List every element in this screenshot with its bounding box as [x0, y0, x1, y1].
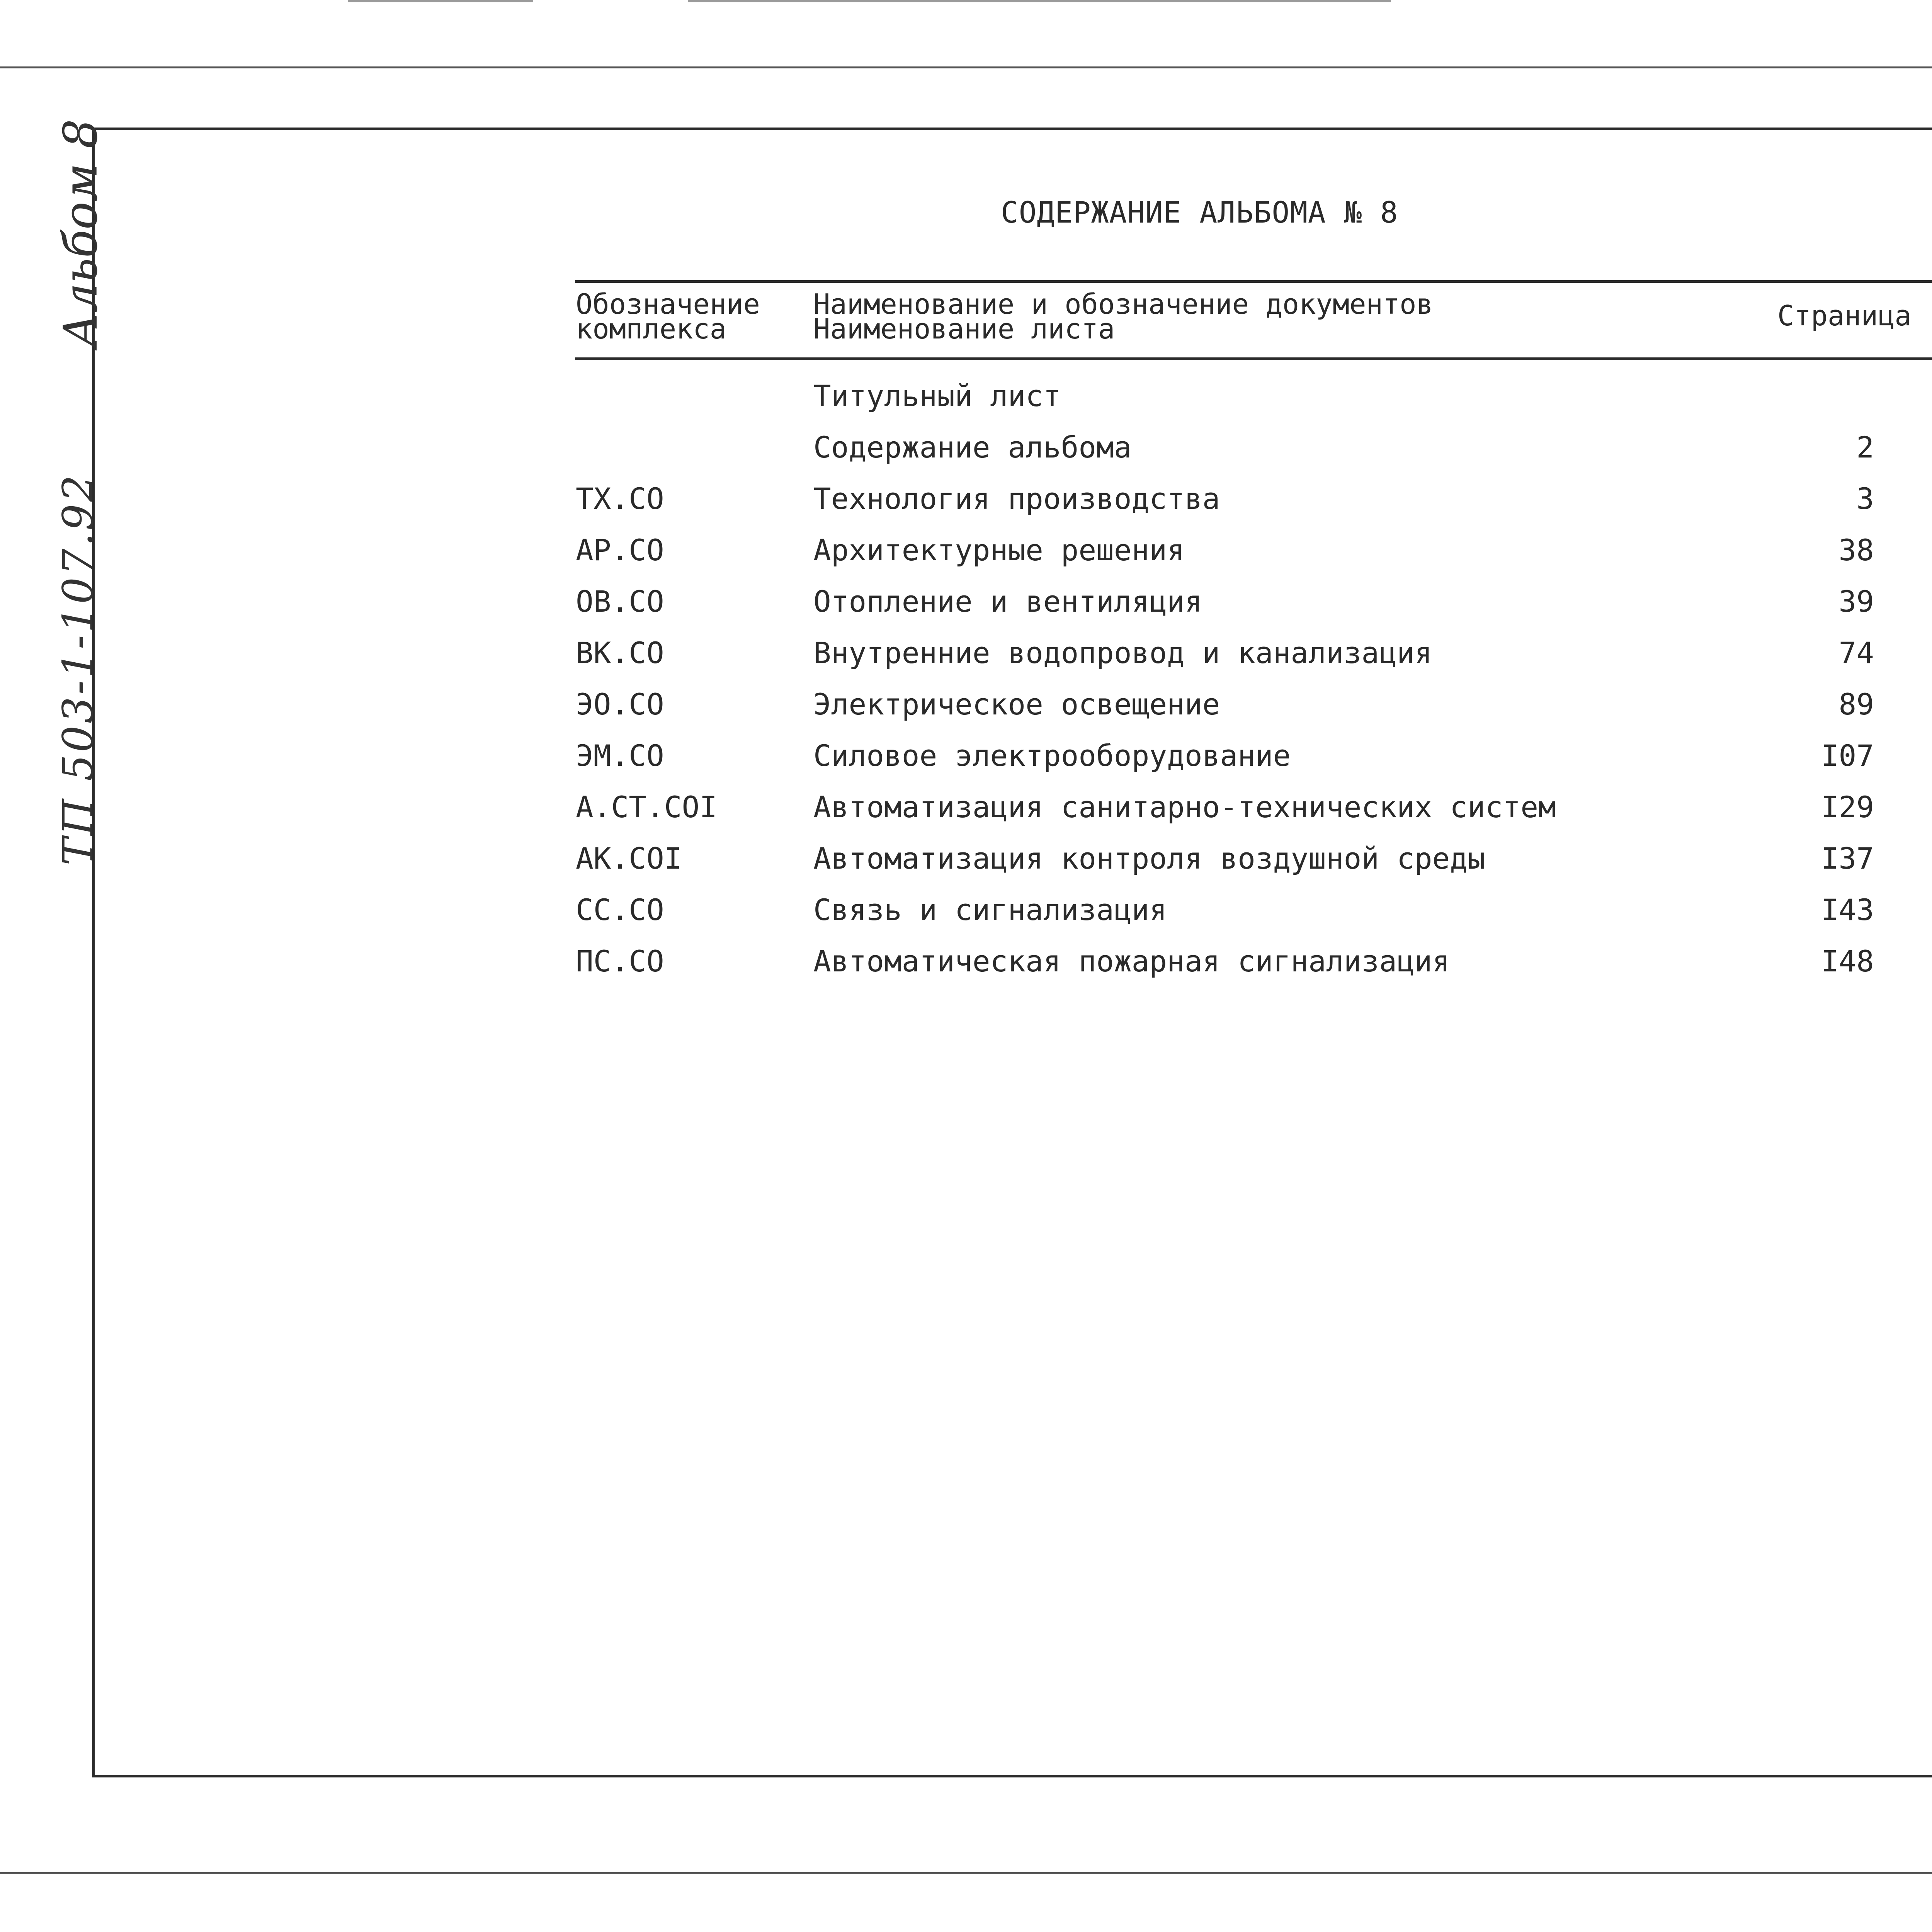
row-page: 39: [1838, 584, 1874, 619]
header-designation: [576, 288, 760, 345]
row-page: 3: [1856, 481, 1874, 516]
row-name: Автоматизация санитарно-технических систем: [813, 790, 1556, 824]
page-title: СОДЕРЖАНИЕ АЛЬБОМА № 8: [1001, 195, 1398, 230]
header-designation-line2: комплекса: [576, 313, 727, 345]
table-row: [0, 533, 1932, 585]
table-row: [0, 893, 1932, 944]
row-code: АР.СО: [576, 533, 664, 567]
row-name: Связь и сигнализация: [813, 893, 1167, 927]
row-page: I29: [1821, 790, 1874, 824]
row-name: Титульный лист: [813, 379, 1061, 413]
row-code: ОВ.СО: [576, 584, 664, 619]
table-header-rule: [575, 357, 1932, 360]
row-name: Автоматическая пожарная сигнализация: [813, 944, 1450, 978]
header-document-name-line2: Наименование листа: [813, 313, 1115, 345]
table-row: [0, 379, 1932, 430]
sheet-edge-bottom: [0, 1872, 1932, 1874]
row-name: Электрическое освещение: [813, 687, 1220, 721]
row-name: Архитектурные решения: [813, 533, 1185, 567]
table-row: [0, 584, 1932, 636]
table-row: [0, 790, 1932, 842]
scan-artifact-top: [348, 0, 533, 2]
row-name: Внутренние водопровод и канализация: [813, 636, 1432, 670]
header-designation-line1: Обозначение: [576, 288, 760, 320]
scan-artifact-top: [688, 0, 1391, 2]
project-code-label: ТП 503-1-107.92: [54, 473, 102, 866]
row-code: ТХ.СО: [576, 481, 664, 516]
row-name: Автоматизация контроля воздушной среды: [813, 841, 1485, 876]
table-row: [0, 738, 1932, 790]
table-row: [0, 636, 1932, 687]
row-page: I48: [1821, 944, 1874, 978]
header-document-name-line1: Наименование и обозначение документов: [813, 288, 1433, 320]
row-page: 89: [1838, 687, 1874, 721]
row-code: ПС.СО: [576, 944, 664, 978]
table-row: [0, 841, 1932, 893]
sheet-edge-top: [0, 66, 1932, 68]
table-row: [0, 687, 1932, 739]
table-row: [0, 944, 1932, 996]
row-code: ЭМ.СО: [576, 738, 664, 773]
album-label: Альбом 8: [54, 119, 108, 348]
row-page: I43: [1821, 893, 1874, 927]
table-row: [0, 430, 1932, 482]
table-top-rule: [575, 280, 1932, 283]
row-name: Содержание альбома: [813, 430, 1132, 464]
header-page: Страница: [1777, 299, 1912, 332]
table-row: [0, 481, 1932, 533]
row-name: Технология производства: [813, 481, 1220, 516]
row-page: 2: [1856, 430, 1874, 464]
row-code: АК.СОI: [576, 841, 682, 876]
header-document-name: [813, 288, 1433, 345]
row-code: А.СТ.СОI: [576, 790, 718, 824]
row-page: 74: [1838, 636, 1874, 670]
row-page: I07: [1821, 738, 1874, 773]
row-page: I37: [1821, 841, 1874, 876]
row-code: ЭО.СО: [576, 687, 664, 721]
row-code: СС.СО: [576, 893, 664, 927]
row-name: Силовое электрооборудование: [813, 738, 1291, 773]
row-page: 38: [1838, 533, 1874, 567]
row-name: Отопление и вентиляция: [813, 584, 1202, 619]
row-code: ВК.СО: [576, 636, 664, 670]
